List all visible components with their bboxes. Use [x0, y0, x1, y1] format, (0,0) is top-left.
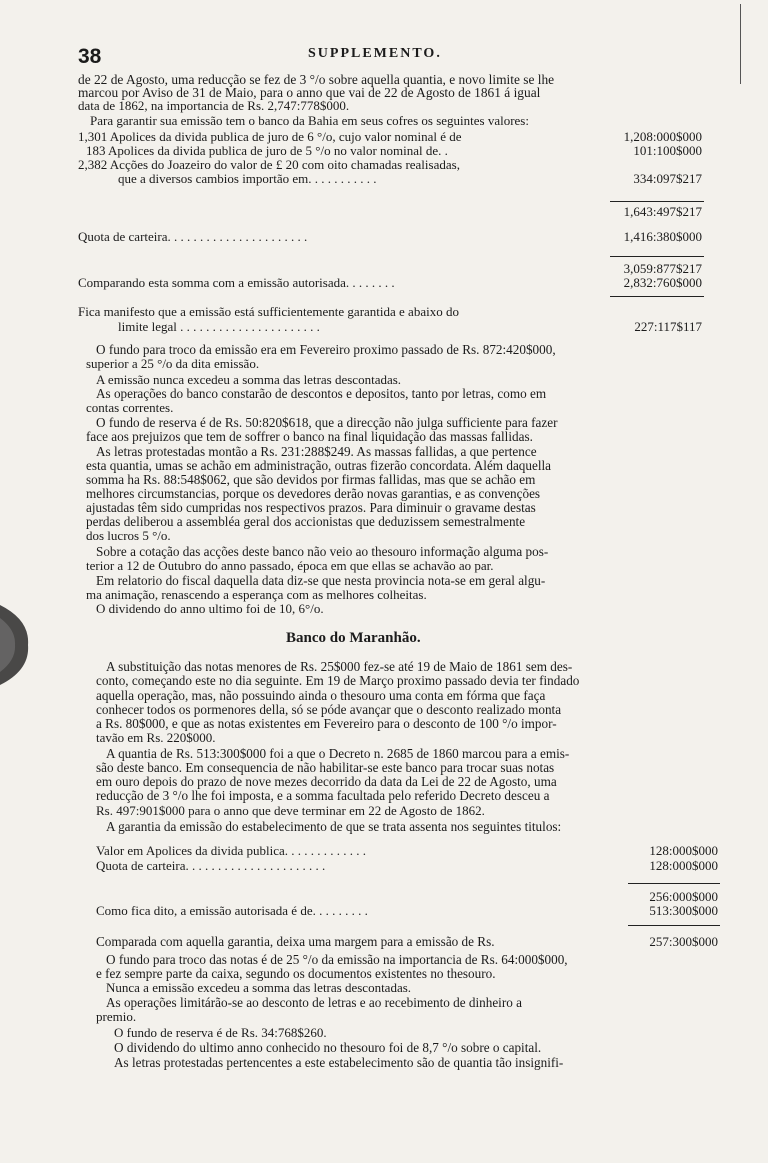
text-line: superior a 25 °/o da dita emissão. — [86, 356, 260, 371]
text-line: A garantia da emissão do estabelecimento de que se trata assenta nos seguintes titulos: — [106, 819, 562, 834]
text-line: são deste banco. Em consequencia de não habilitar-se este banco para trocar suas notas — [96, 760, 555, 775]
text-line: A substituição das notas menores de Rs. 25$000 fez-se até 19 de Maio de 1861 sem des- — [106, 659, 573, 674]
sum-rule — [628, 883, 720, 884]
sum-rule — [610, 256, 704, 257]
como-amount: 513:300$000 — [649, 903, 718, 918]
fica-amount: 227:117$117 — [634, 319, 702, 334]
text-line: somma ha Rs. 88:548$062, que são devidos por firmas fallidas, mas que se achão em — [86, 472, 536, 487]
sum-rule — [610, 296, 704, 297]
text-line: O fundo de reserva é de Rs. 34:768$260. — [114, 1025, 327, 1040]
text-line: Para garantir sua emissão tem o banco da Bahia em seus cofres os seguintes valores: — [90, 113, 529, 128]
guarantee-amount: 128:000$000 — [649, 843, 718, 858]
text-line: esta quantia, umas se achão em administração, outras fizerão concordata. Além daquella — [86, 458, 552, 473]
guarantee-amount: 101:100$000 — [633, 143, 702, 158]
quota-amount: 1,416:380$000 — [623, 229, 702, 244]
text-line: A emissão nunca excedeu a somma das letras descontadas. — [96, 372, 402, 387]
text-line: As operações do banco constarão de descontos e depositos, tanto por letras, como em — [96, 386, 547, 401]
text-line: A quantia de Rs. 513:300$000 foi a que o Decreto n. 2685 de 1860 marcou para a emis- — [106, 746, 570, 761]
sum-rule — [610, 201, 704, 202]
text-line: O fundo para troco da emissão era em Fevereiro proximo passado de Rs. 872:420$000, — [96, 342, 556, 357]
guarantee-amount: 128:000$000 — [649, 858, 718, 873]
compare-amount: 2,832:760$000 — [623, 275, 702, 290]
section-title: Banco do Maranhão. — [286, 630, 421, 646]
text-line: premio. — [96, 1009, 137, 1024]
text-line: marcou por Aviso de 31 de Maio, para o anno que vai de 22 de Agosto de 1861 á igual — [78, 85, 541, 100]
guarantee-item: 1,301 Apolices da divida publica de juro de 6 °/o, cujo valor nominal é de — [78, 129, 462, 144]
text-line: O dividendo do anno ultimo foi de 10, 6°/o. — [96, 601, 324, 616]
text-line: de 22 de Agosto, uma reducção se fez de 3 °/o sobre aquella quantia, e novo limite se lhe — [78, 72, 555, 87]
quota-label: Quota de carteira. . . . . . . . . . . . . . . . . . . . . . — [78, 229, 308, 244]
page-edge-line — [740, 4, 741, 84]
text-line: perdas deliberou a assembléa geral dos accionistas que deduzissem semestralmente — [86, 514, 526, 529]
guarantee-amount: 1,208:000$000 — [623, 129, 702, 144]
sum-amount: 3,059:877$217 — [623, 261, 702, 276]
text-line: melhores circumstancias, porque os devedores derão novas garantias, e as convenções — [86, 486, 541, 501]
sum-amount: 256:000$000 — [649, 889, 718, 904]
sum-rule — [628, 925, 720, 926]
como-label: Como fica dito, a emissão autorisada é de. . . . . . . . . — [96, 903, 368, 918]
text-line: ajustadas têm sido cumpridas nos respectivos prazos. Para diminuir o gravame destas — [86, 500, 536, 515]
guarantee-item: que a diversos cambios importão em. . . . . . . . . . . — [118, 171, 377, 186]
subtotal-amount: 1,643:497$217 — [623, 204, 702, 219]
comparada-label: Comparada com aquella garantia, deixa uma margem para a emissão de Rs. — [96, 934, 495, 949]
text-line: Em relatorio do fiscal daquella data diz-se que nesta provincia nota-se em geral algu- — [96, 573, 546, 588]
text-line: dos lucros 5 °/o. — [86, 528, 171, 543]
text-line: aquella operação, mas, não possuindo ainda o thesouro uma conta em fórma que faça — [96, 688, 546, 703]
guarantee-item: Valor em Apolices da divida publica. . . . . . . . . . . . . — [96, 843, 367, 858]
text-line: O dividendo do ultimo anno conhecido no thesouro foi de 8,7 °/o sobre o capital. — [114, 1040, 542, 1055]
comparada-amount: 257:300$000 — [649, 934, 718, 949]
text-line: As letras protestadas montão a Rs. 231:288$249. As massas fallidas, a que pertence — [96, 444, 537, 459]
text-line: data de 1862, na importancia de Rs. 2,747:778$000. — [78, 98, 350, 113]
text-line: Fica manifesto que a emissão está sufficientemente garantida e abaixo do — [78, 304, 459, 319]
text-line: terior a 12 de Outubro do anno passado, época em que ellas se achavão ao par. — [86, 558, 494, 573]
text-line: As letras protestadas pertencentes a este estabelecimento são de quantia tão insignifi- — [114, 1055, 564, 1070]
text-line: O fundo de reserva é de Rs. 50:820$618, que a direcção não julga sufficiente para fazer — [96, 415, 558, 430]
text-line: limite legal . . . . . . . . . . . . . . . . . . . . . . — [118, 319, 320, 334]
text-line: Sobre a cotação das acções deste banco não veio ao thesouro informação alguma pos- — [96, 544, 549, 559]
running-header: SUPPLEMENTO. — [308, 46, 442, 61]
text-line: e fez sempre parte da caixa, segundo os documentos existentes no thesouro. — [96, 966, 496, 981]
text-line: O fundo para troco das notas é de 25 °/o da emissão na importancia de Rs. 64:000$000, — [106, 952, 568, 967]
text-line: Rs. 497:901$000 para o anno que deve terminar em 22 de Agosto de 1862. — [96, 803, 485, 818]
text-line: conto, começando este no dia seguinte. Em 19 de Março proximo passado devia ter findado — [96, 673, 580, 688]
text-line: a Rs. 80$000, e que as notas existentes em Fevereiro para o desconto de 100 °/o impor- — [96, 716, 557, 731]
guarantee-amount: 334:097$217 — [633, 171, 702, 186]
page-number: 38 — [78, 45, 102, 68]
guarantee-item: Quota de carteira. . . . . . . . . . . . . . . . . . . . . . — [96, 858, 326, 873]
guarantee-item: 183 Apolices da divida publica de juro de 5 °/o no valor nominal de. . — [86, 143, 448, 158]
text-line: em ouro depois do prazo de nove mezes decorrido da data da Lei de 22 de Agosto, uma — [96, 774, 557, 789]
text-line: reducção de 3 °/o lhe foi imposta, e a somma facultada pelo referido Decreto desceu a — [96, 788, 550, 803]
guarantee-item: 2,382 Acções do Joazeiro do valor de £ 20 com oito chamadas realisadas, — [78, 157, 460, 172]
text-line: face aos prejuizos que tem de soffrer o banco na final liquidação das massas fallidas. — [86, 429, 533, 444]
text-line: tavão em Rs. 220$000. — [96, 730, 216, 745]
text-line: As operações limitárão-se ao desconto de letras e ao recebimento de dinheiro a — [106, 995, 522, 1010]
binding-shadow — [0, 600, 34, 690]
text-line: Nunca a emissão excedeu a somma das letras descontadas. — [106, 980, 412, 995]
text-line: conhecer todos os pormenores della, só se póde avançar que o desconto realizado monta — [96, 702, 562, 717]
compare-label: Comparando esta somma com a emissão autorisada. . . . . . . . — [78, 275, 395, 290]
text-line: contas correntes. — [86, 400, 174, 415]
text-line: ma animação, renascendo a esperança com as melhores colheitas. — [86, 587, 427, 602]
